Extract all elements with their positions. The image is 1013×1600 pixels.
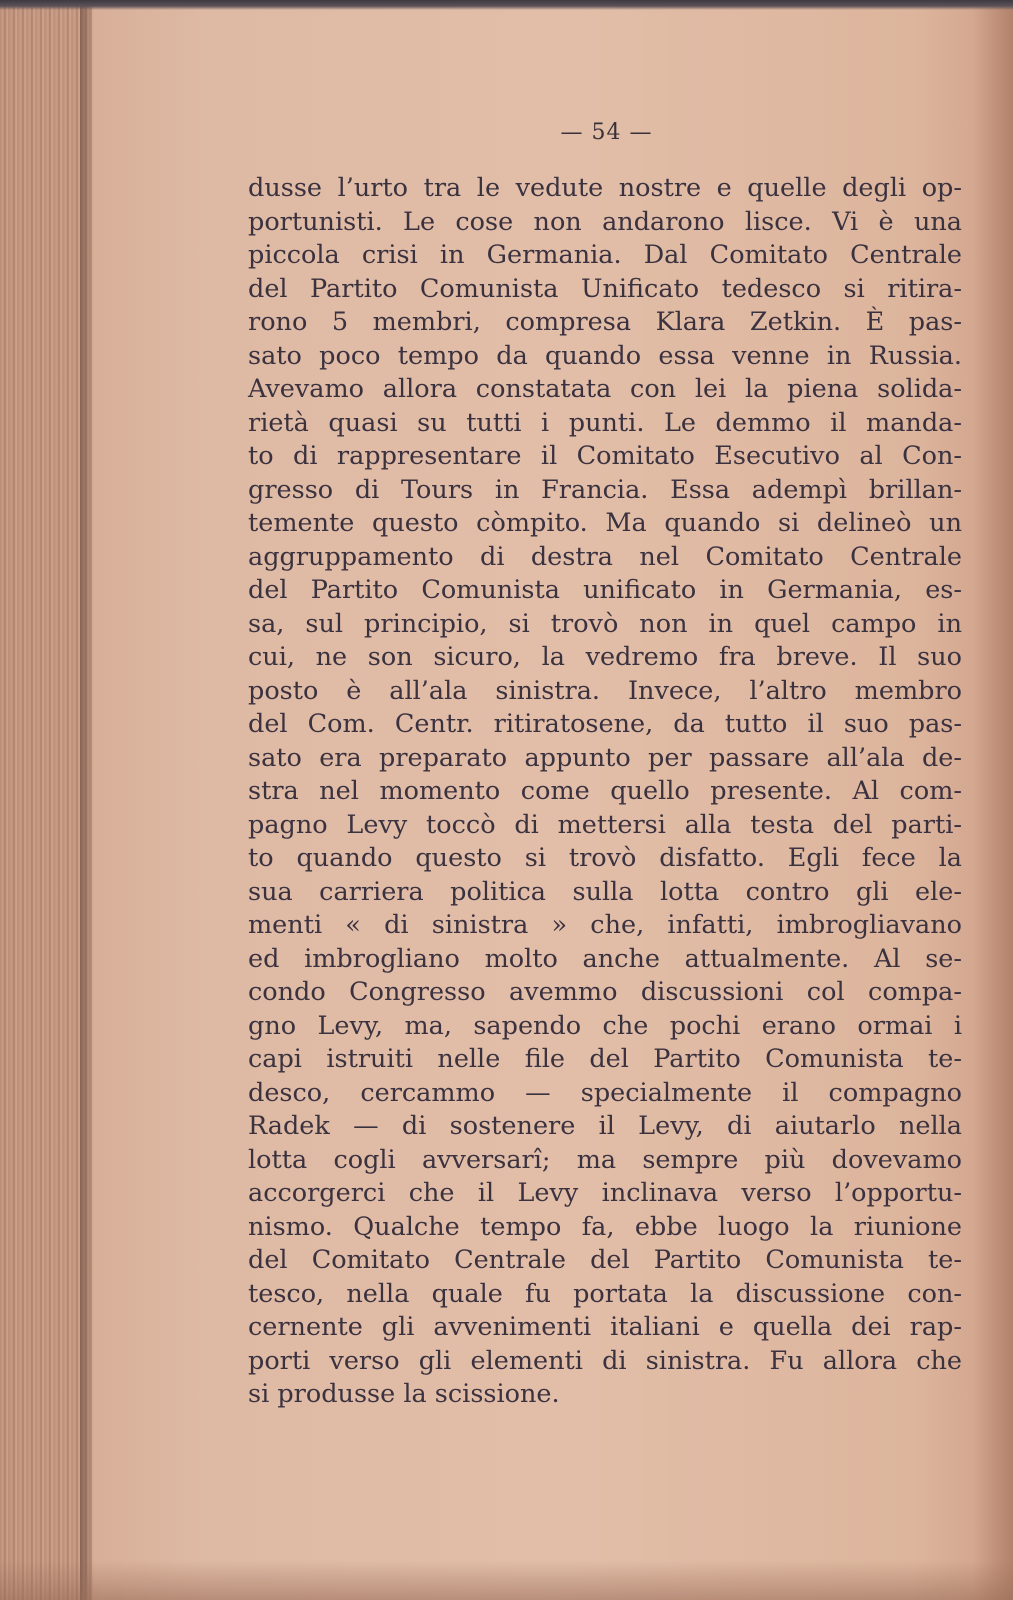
text-line: rietà quasi su tutti i punti. Le demmo il manda- — [248, 407, 962, 438]
page-bottom-edge — [0, 1560, 1013, 1600]
text-line: gresso di Tours in Francia. Essa adempì brillan- — [248, 474, 962, 505]
text-line: sato era preparato appunto per passare all’ala de- — [248, 742, 962, 773]
text-line: desco, cercammo — specialmente il compagno — [248, 1077, 962, 1108]
text-line: gno Levy, ma, sapendo che pochi erano ormai i — [248, 1010, 962, 1041]
text-line: dusse l’urto tra le vedute nostre e quelle degli op- — [248, 173, 962, 203]
text-line: to quando questo si trovò disfatto. Egli fece la — [248, 843, 962, 873]
text-line: rono 5 membri, compresa Klara Zetkin. È pas- — [248, 307, 962, 337]
text-line: posto è all’ala sinistra. Invece, l’altro membro — [248, 675, 962, 706]
text-line: del Partito Comunista Unificato tedesco si ritira- — [248, 273, 962, 304]
text-line: sua carriera politica sulla lotta contro gli ele- — [248, 876, 962, 907]
text-line: del Com. Centr. ritiratosene, da tutto il suo pas- — [248, 709, 962, 739]
body-text — [248, 172, 962, 1412]
text-line: cui, ne son sicuro, la vedremo fra breve. Il suo — [248, 642, 962, 672]
text-line: stra nel momento come quello presente. Al com- — [248, 776, 962, 806]
text-line: Avevamo allora constatata con lei la piena solida- — [248, 374, 962, 404]
text-line: sato poco tempo da quando essa venne in Russia. — [248, 340, 962, 371]
text-line: piccola crisi in Germania. Dal Comitato Centrale — [248, 240, 962, 270]
text-line: accorgerci che il Levy inclinava verso l’opportu- — [248, 1178, 962, 1208]
text-line: menti « di sinistra » che, infatti, imbrogliavano — [248, 910, 962, 940]
text-line: porti verso gli elementi di sinistra. Fu allora che — [248, 1345, 962, 1376]
text-line: pagno Levy toccò di mettersi alla testa del parti- — [248, 809, 962, 840]
text-line: del Comitato Centrale del Partito Comunista te- — [248, 1245, 962, 1275]
spine-shadow — [80, 0, 94, 1600]
text-line: si produsse la scissione. — [248, 1379, 560, 1409]
text-line: nismo. Qualche tempo fa, ebbe luogo la riunione — [248, 1211, 962, 1242]
book-spine — [0, 0, 92, 1600]
text-line: capi istruiti nelle file del Partito Comunista te- — [248, 1044, 962, 1074]
text-line: to di rappresentare il Comitato Esecutivo al Con- — [248, 441, 962, 471]
text-line: del Partito Comunista unificato in Germania, es- — [248, 575, 962, 605]
text-line: sa, sul principio, si trovò non in quel campo in — [248, 608, 962, 639]
text-line: lotta cogli avversarî; ma sempre più dovevamo — [248, 1144, 962, 1175]
text-line: aggruppamento di destra nel Comitato Centrale — [248, 541, 962, 572]
text-line: cernente gli avvenimenti italiani e quella dei rap- — [248, 1312, 962, 1342]
text-line: Radek — di sostenere il Levy, di aiutarlo nella — [248, 1111, 962, 1141]
text-line: portunisti. Le cose non andarono lisce. Vi è una — [248, 206, 962, 237]
page-top-edge — [0, 0, 1013, 10]
text-line: temente questo còmpito. Ma quando si delineò un — [248, 508, 962, 538]
text-line: condo Congresso avemmo discussioni col compa- — [248, 977, 962, 1007]
page-number: — 54 — — [560, 120, 653, 145]
page-right-edge — [973, 0, 1013, 1600]
text-line: tesco, nella quale fu portata la discussione con- — [248, 1278, 962, 1309]
text-line: ed imbrogliano molto anche attualmente. Al se- — [248, 943, 962, 974]
